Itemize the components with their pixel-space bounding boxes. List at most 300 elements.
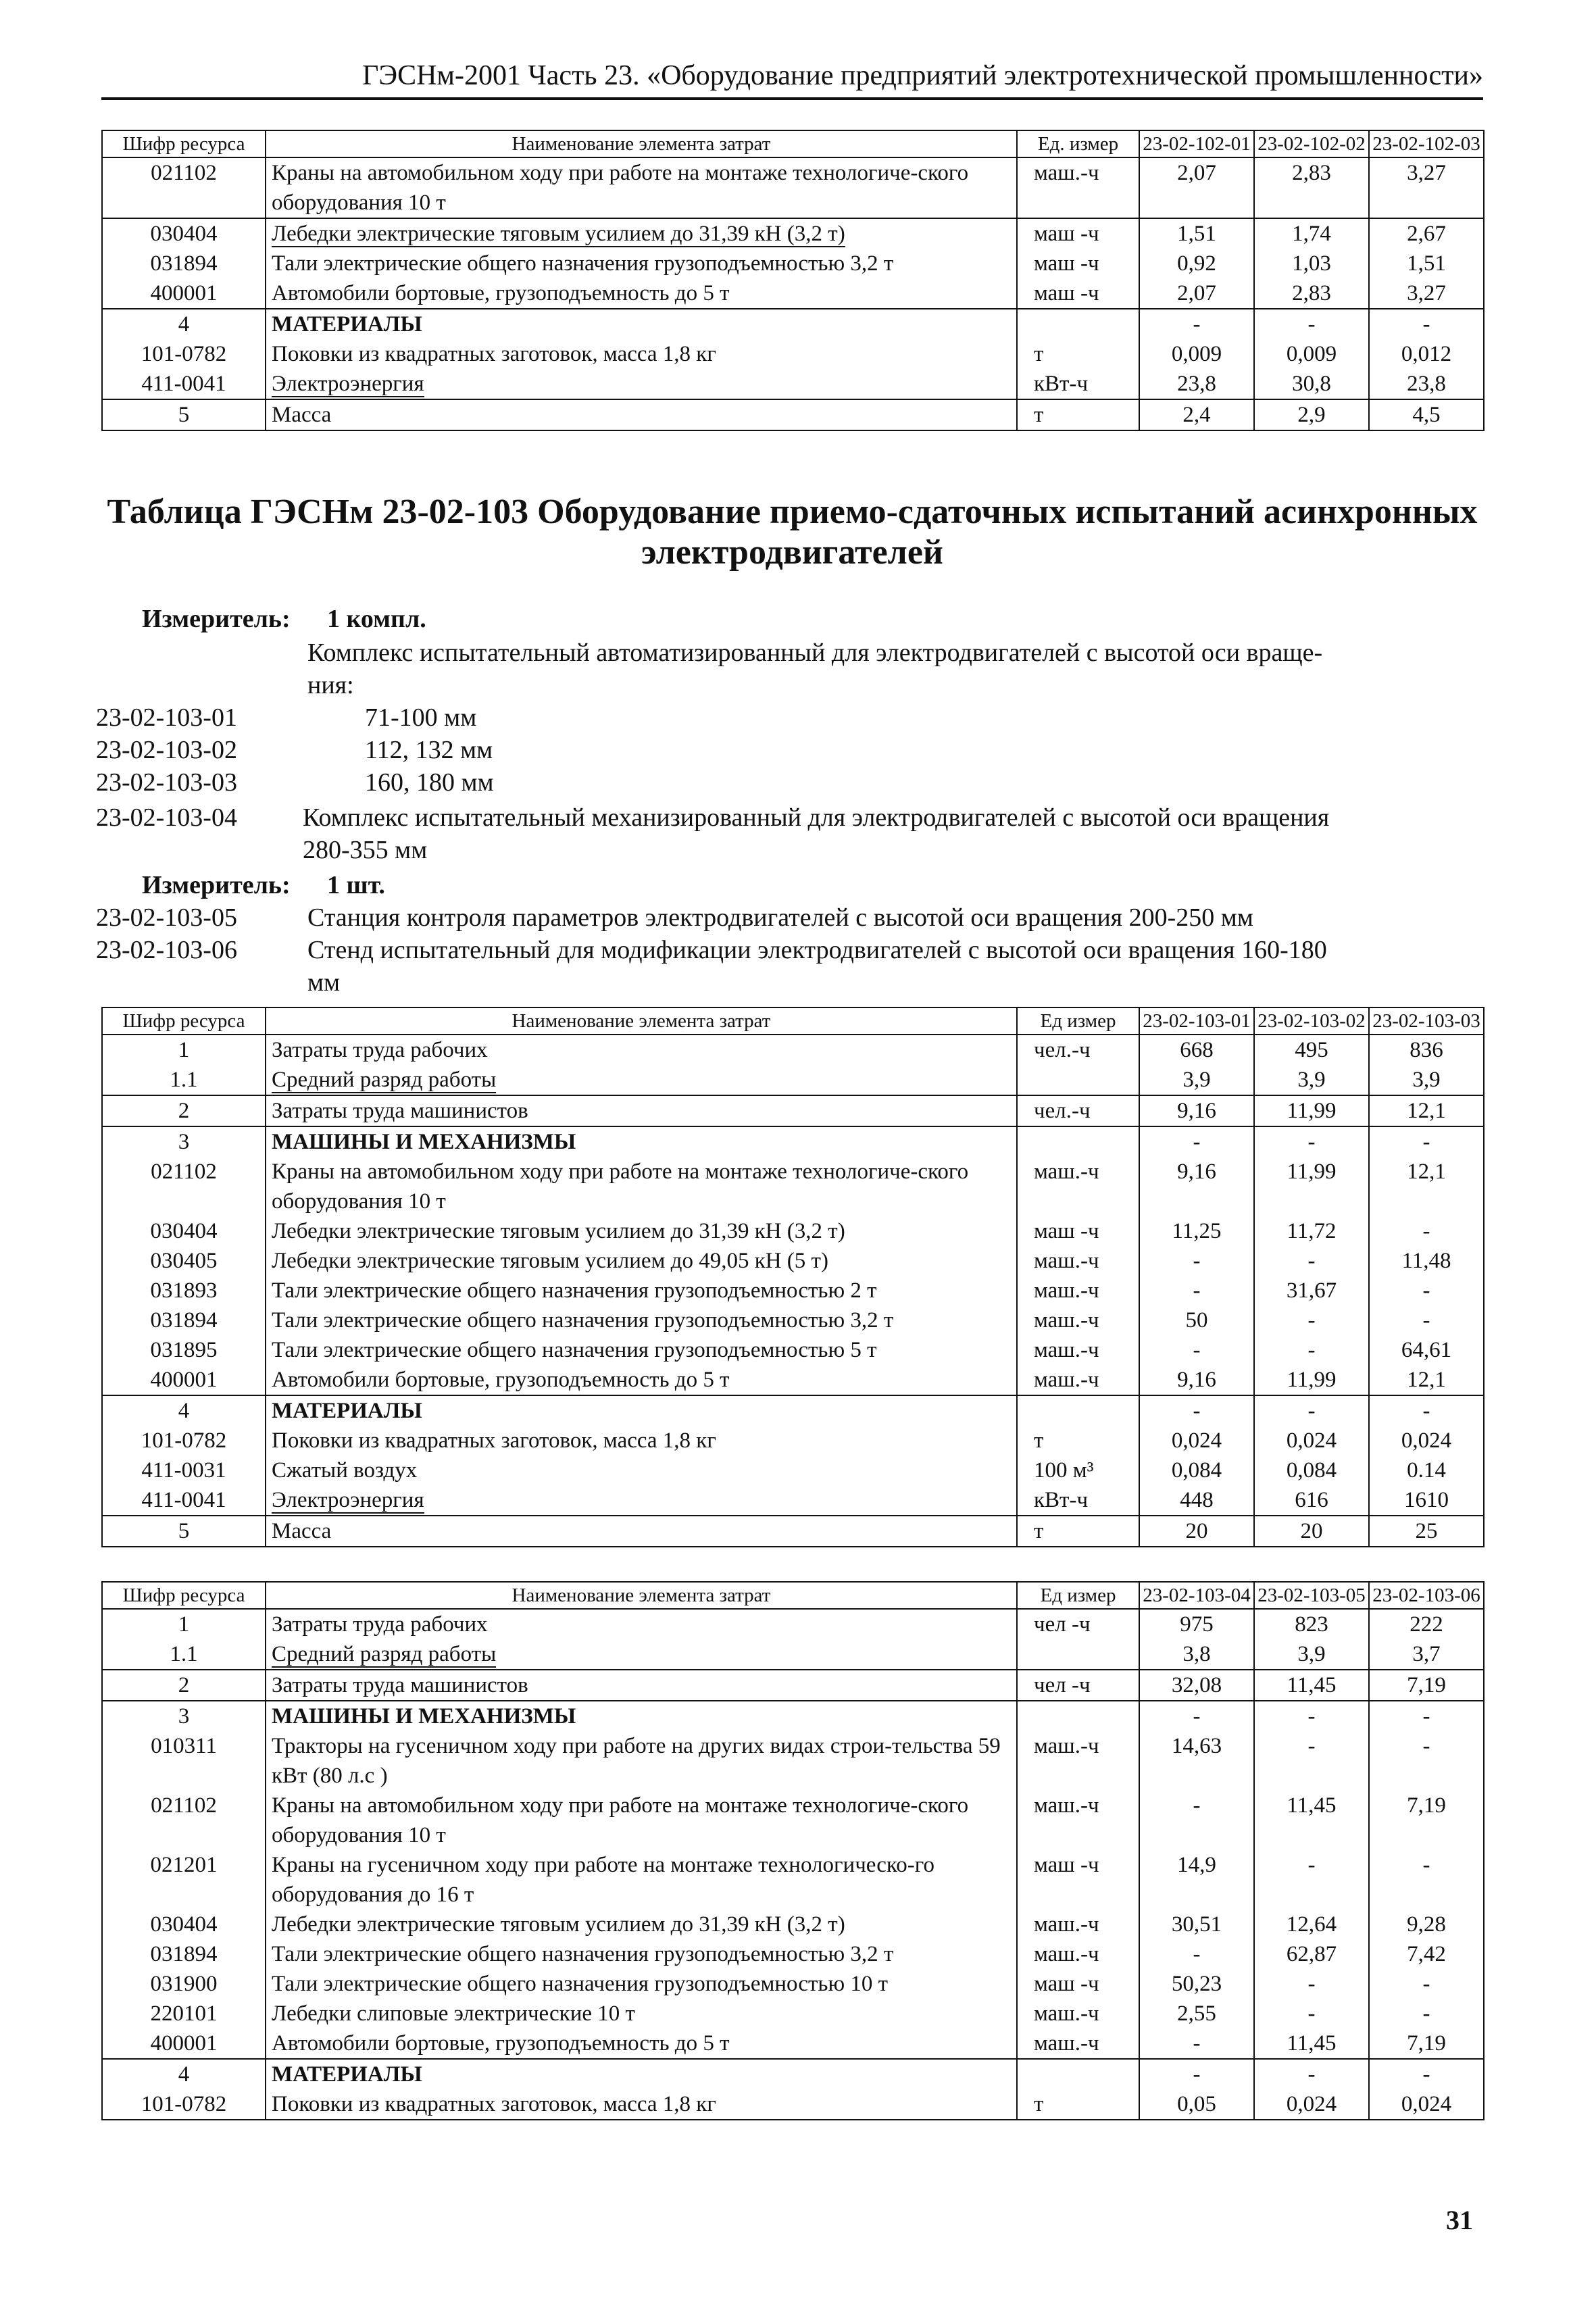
cell-v3: 1610 bbox=[1369, 1485, 1484, 1516]
cell-v3: 7,19 bbox=[1369, 2028, 1484, 2059]
cell-text: Краны на автомобильном ходу при работе на монтаже технологиче-ского оборудования 10 т bbox=[272, 1793, 969, 1847]
cell-name bbox=[266, 2028, 1017, 2059]
item-text: 160, 180 мм bbox=[365, 768, 494, 797]
cell-v2: 20 bbox=[1254, 1516, 1369, 1547]
cell-v1: 9,16 bbox=[1139, 1157, 1254, 1216]
cell-code: 4 bbox=[102, 309, 266, 339]
cell-code: 021201 bbox=[102, 1850, 266, 1910]
cell-unit bbox=[1017, 1395, 1139, 1426]
table-row bbox=[102, 1485, 1484, 1516]
cell-code: 101-0782 bbox=[102, 2089, 266, 2120]
resource-table-103-a bbox=[101, 1007, 1485, 1547]
cell-code: 4 bbox=[102, 2059, 266, 2089]
item-code: 23-02-103-02 bbox=[96, 736, 237, 764]
cell-text: Краны на гусеничном ходу при работе на монтаже технологическо-го оборудования до 16 т bbox=[272, 1853, 934, 1907]
cell-unit: чел -ч bbox=[1017, 1670, 1139, 1701]
cell-unit: маш.-ч bbox=[1017, 1305, 1139, 1335]
cell-text: Электроэнергия bbox=[272, 1488, 424, 1512]
cell-v1: - bbox=[1139, 309, 1254, 339]
cell-text: Автомобили бортовые, грузоподъемность до 5 т bbox=[272, 2031, 730, 2056]
cell-v1: 975 bbox=[1139, 1609, 1254, 1639]
cell-unit bbox=[1017, 2059, 1139, 2089]
column-header: Наименование элемента затрат bbox=[266, 1582, 1017, 1609]
cell-unit: маш.-ч bbox=[1017, 1910, 1139, 1939]
cell-unit bbox=[1017, 1126, 1139, 1157]
cell-v2: - bbox=[1254, 1731, 1369, 1791]
cell-name bbox=[266, 1426, 1017, 1455]
cell-v2: 30,8 bbox=[1254, 369, 1369, 399]
cell-text: МАТЕРИАЛЫ bbox=[272, 1399, 422, 1423]
cell-v1: 0,92 bbox=[1139, 249, 1254, 278]
cell-code: 030404 bbox=[102, 218, 266, 249]
cell-v1: 3,9 bbox=[1139, 1065, 1254, 1095]
cell-v2: 62,87 bbox=[1254, 1939, 1369, 1969]
cell-code: 411-0041 bbox=[102, 369, 266, 399]
cell-v2: - bbox=[1254, 1335, 1369, 1365]
cell-v3: - bbox=[1369, 1969, 1484, 1999]
cell-v1: 11,25 bbox=[1139, 1216, 1254, 1246]
cell-code: 2 bbox=[102, 1095, 266, 1126]
cell-text: Поковки из квадратных заготовок, масса 1,8 кг bbox=[272, 2092, 716, 2116]
table-row bbox=[102, 1516, 1484, 1547]
cell-code: 030404 bbox=[102, 1910, 266, 1939]
cell-text: Автомобили бортовые, грузоподъемность до 5 т bbox=[272, 281, 730, 305]
cell-text: Затраты труда машинистов bbox=[272, 1673, 528, 1697]
cell-name bbox=[266, 1035, 1017, 1065]
cell-name bbox=[266, 1910, 1017, 1939]
cell-v3: 3,7 bbox=[1369, 1639, 1484, 1670]
cell-code: 2 bbox=[102, 1670, 266, 1701]
cell-text: Тали электрические общего назначения грузоподъемностью 3,2 т bbox=[272, 1942, 894, 1966]
cell-v1: 9,16 bbox=[1139, 1365, 1254, 1395]
cell-v1: - bbox=[1139, 1701, 1254, 1731]
cell-unit bbox=[1017, 309, 1139, 339]
cell-name bbox=[266, 1731, 1017, 1791]
cell-code: 411-0031 bbox=[102, 1455, 266, 1485]
cell-v2: - bbox=[1254, 2059, 1369, 2089]
cell-unit: маш.-ч bbox=[1017, 1157, 1139, 1216]
table-row bbox=[102, 1670, 1484, 1701]
cell-v1: - bbox=[1139, 1395, 1254, 1426]
table-row bbox=[102, 369, 1484, 399]
cell-name bbox=[266, 157, 1017, 218]
cell-v1: 14,9 bbox=[1139, 1850, 1254, 1910]
cell-v2: - bbox=[1254, 1126, 1369, 1157]
cell-v1: - bbox=[1139, 1791, 1254, 1850]
cell-v3: - bbox=[1369, 2059, 1484, 2089]
cell-v1: 23,8 bbox=[1139, 369, 1254, 399]
cell-v2: - bbox=[1254, 1246, 1369, 1276]
cell-name bbox=[266, 1670, 1017, 1701]
cell-v3: - bbox=[1369, 1216, 1484, 1246]
cell-v3: 7,42 bbox=[1369, 1939, 1484, 1969]
cell-name bbox=[266, 1157, 1017, 1216]
item-code: 23-02-103-01 bbox=[96, 703, 237, 732]
cell-name bbox=[266, 339, 1017, 369]
table-row bbox=[102, 2089, 1484, 2120]
cell-v3: 1,51 bbox=[1369, 249, 1484, 278]
table-header-row bbox=[102, 130, 1484, 157]
cell-text: Затраты труда рабочих bbox=[272, 1612, 488, 1637]
cell-code: 4 bbox=[102, 1395, 266, 1426]
cell-code: 400001 bbox=[102, 2028, 266, 2059]
cell-text: Сжатый воздух bbox=[272, 1458, 418, 1483]
cell-name bbox=[266, 1485, 1017, 1516]
complex-description-continued: ния: bbox=[307, 671, 354, 699]
cell-unit: т bbox=[1017, 1516, 1139, 1547]
table-row bbox=[102, 399, 1484, 430]
cell-code: 1 bbox=[102, 1035, 266, 1065]
item-code: 23-02-103-04 bbox=[96, 803, 237, 832]
cell-v1: 0,009 bbox=[1139, 339, 1254, 369]
cell-v3: 12,1 bbox=[1369, 1365, 1484, 1395]
table-row bbox=[102, 1126, 1484, 1157]
cell-name bbox=[266, 1999, 1017, 2028]
table-row bbox=[102, 2059, 1484, 2089]
cell-code: 031894 bbox=[102, 1305, 266, 1335]
table-row bbox=[102, 1365, 1484, 1395]
cell-unit: маш -ч bbox=[1017, 1216, 1139, 1246]
cell-code: 3 bbox=[102, 1701, 266, 1731]
cell-v3: 3,27 bbox=[1369, 157, 1484, 218]
column-header: 23-02-103-02 bbox=[1254, 1007, 1369, 1035]
cell-code: 021102 bbox=[102, 157, 266, 218]
column-header: Ед измер bbox=[1017, 1007, 1139, 1035]
cell-v1: 0,084 bbox=[1139, 1455, 1254, 1485]
cell-v2: 495 bbox=[1254, 1035, 1369, 1065]
cell-name bbox=[266, 1276, 1017, 1305]
item-text-continued: мм bbox=[307, 968, 341, 997]
cell-v3: 11,48 bbox=[1369, 1246, 1484, 1276]
table-row bbox=[102, 1065, 1484, 1095]
cell-v3: 222 bbox=[1369, 1609, 1484, 1639]
table-row bbox=[102, 1216, 1484, 1246]
cell-unit: маш.-ч bbox=[1017, 1731, 1139, 1791]
cell-v2: - bbox=[1254, 1305, 1369, 1335]
cell-v3: 64,61 bbox=[1369, 1335, 1484, 1365]
cell-v2: 2,9 bbox=[1254, 399, 1369, 430]
item-text: 112, 132 мм bbox=[365, 736, 493, 764]
cell-v2: - bbox=[1254, 1969, 1369, 1999]
cell-v1: 32,08 bbox=[1139, 1670, 1254, 1701]
cell-v2: 3,9 bbox=[1254, 1065, 1369, 1095]
cell-text: Поковки из квадратных заготовок, масса 1,8 кг bbox=[272, 342, 716, 366]
table-row bbox=[102, 1969, 1484, 1999]
cell-code: 101-0782 bbox=[102, 339, 266, 369]
cell-v3: - bbox=[1369, 1276, 1484, 1305]
meter-value: 1 компл. bbox=[327, 605, 426, 633]
table-row bbox=[102, 157, 1484, 218]
cell-code: 411-0041 bbox=[102, 1485, 266, 1516]
cell-text: Тали электрические общего назначения грузоподъемностью 5 т bbox=[272, 1338, 877, 1362]
cell-v3: 7,19 bbox=[1369, 1791, 1484, 1850]
cell-name bbox=[266, 1609, 1017, 1639]
column-header: Ед измер bbox=[1017, 1582, 1139, 1609]
table-row bbox=[102, 1939, 1484, 1969]
column-header: 23-02-102-02 bbox=[1254, 130, 1369, 157]
cell-v2: 11,99 bbox=[1254, 1365, 1369, 1395]
cell-code: 030405 bbox=[102, 1246, 266, 1276]
cell-v1: 2,07 bbox=[1139, 157, 1254, 218]
table-row bbox=[102, 1095, 1484, 1126]
cell-name bbox=[266, 278, 1017, 309]
cell-unit bbox=[1017, 1701, 1139, 1731]
cell-v3: 0.14 bbox=[1369, 1455, 1484, 1485]
cell-v2: 0,009 bbox=[1254, 339, 1369, 369]
cell-v2: 1,74 bbox=[1254, 218, 1369, 249]
cell-name bbox=[266, 309, 1017, 339]
cell-v2: 12,64 bbox=[1254, 1910, 1369, 1939]
cell-v2: 31,67 bbox=[1254, 1276, 1369, 1305]
cell-name bbox=[266, 1939, 1017, 1969]
table-row bbox=[102, 1157, 1484, 1216]
cell-code: 031900 bbox=[102, 1969, 266, 1999]
cell-v2: 11,72 bbox=[1254, 1216, 1369, 1246]
cell-name bbox=[266, 1639, 1017, 1670]
cell-name bbox=[266, 1850, 1017, 1910]
cell-text: Тали электрические общего назначения грузоподъемностью 10 т bbox=[272, 1972, 889, 1996]
cell-code: 3 bbox=[102, 1126, 266, 1157]
cell-unit: маш.-ч bbox=[1017, 1246, 1139, 1276]
table-title-line: электродвигателей bbox=[641, 533, 943, 572]
table-row bbox=[102, 339, 1484, 369]
cell-text: Электроэнергия bbox=[272, 372, 424, 396]
cell-v3: - bbox=[1369, 1395, 1484, 1426]
table-title-line: Таблица ГЭСНм 23-02-103 Оборудование приемо-сдаточных испытаний асинхронных bbox=[107, 493, 1478, 531]
cell-code: 010311 bbox=[102, 1731, 266, 1791]
cell-v3: 0,024 bbox=[1369, 2089, 1484, 2120]
table-row bbox=[102, 1791, 1484, 1850]
cell-v1: 2,55 bbox=[1139, 1999, 1254, 2028]
cell-name bbox=[266, 249, 1017, 278]
cell-text: МАТЕРИАЛЫ bbox=[272, 312, 422, 337]
cell-code: 1.1 bbox=[102, 1639, 266, 1670]
item-text-continued: 280-355 мм bbox=[303, 836, 428, 864]
cell-unit: маш.-ч bbox=[1017, 1335, 1139, 1365]
resource-table-103-b bbox=[101, 1581, 1485, 2120]
cell-name bbox=[266, 1305, 1017, 1335]
running-title: ГЭСНм-2001 Часть 23. «Оборудование предприятий электротехнической промышленности» bbox=[362, 60, 1483, 91]
cell-v2: - bbox=[1254, 1395, 1369, 1426]
cell-name bbox=[266, 1365, 1017, 1395]
table-row bbox=[102, 1276, 1484, 1305]
column-header: Шифр ресурса bbox=[102, 1007, 266, 1035]
cell-v1: 668 bbox=[1139, 1035, 1254, 1065]
column-header: Наименование элемента затрат bbox=[266, 1007, 1017, 1035]
cell-name bbox=[266, 1335, 1017, 1365]
cell-unit: т bbox=[1017, 1426, 1139, 1455]
cell-unit: маш.-ч bbox=[1017, 1365, 1139, 1395]
cell-v3: 7,19 bbox=[1369, 1670, 1484, 1701]
cell-unit: т bbox=[1017, 339, 1139, 369]
cell-code: 1 bbox=[102, 1609, 266, 1639]
cell-unit: чел -ч bbox=[1017, 1609, 1139, 1639]
cell-text: Тали электрические общего назначения грузоподъемностью 2 т bbox=[272, 1278, 877, 1303]
table-row bbox=[102, 1609, 1484, 1639]
cell-code: 030404 bbox=[102, 1216, 266, 1246]
cell-unit: т bbox=[1017, 399, 1139, 430]
table-row bbox=[102, 1335, 1484, 1365]
cell-v3: 3,9 bbox=[1369, 1065, 1484, 1095]
cell-v3: - bbox=[1369, 1850, 1484, 1910]
item-code: 23-02-103-05 bbox=[96, 903, 237, 932]
cell-text: МАТЕРИАЛЫ bbox=[272, 2062, 422, 2087]
table-row bbox=[102, 249, 1484, 278]
cell-code: 031894 bbox=[102, 249, 266, 278]
cell-text: Автомобили бортовые, грузоподъемность до 5 т bbox=[272, 1368, 730, 1392]
page-number: 31 bbox=[1446, 2205, 1473, 2235]
cell-v1: - bbox=[1139, 1335, 1254, 1365]
cell-unit: маш -ч bbox=[1017, 249, 1139, 278]
complex-description: Комплекс испытательный автоматизированный для электродвигателей с высотой оси враще- bbox=[307, 639, 1323, 667]
cell-code: 5 bbox=[102, 399, 266, 430]
cell-v2: - bbox=[1254, 309, 1369, 339]
cell-v3: 25 bbox=[1369, 1516, 1484, 1547]
cell-v1: 448 bbox=[1139, 1485, 1254, 1516]
cell-v3: - bbox=[1369, 1999, 1484, 2028]
cell-text: Лебедки электрические тяговым усилием до 31,39 кН (3,2 т) bbox=[272, 222, 845, 246]
cell-v1: - bbox=[1139, 1246, 1254, 1276]
cell-v1: 2,07 bbox=[1139, 278, 1254, 309]
cell-code: 021102 bbox=[102, 1157, 266, 1216]
cell-text: Лебедки электрические тяговым усилием до 31,39 кН (3,2 т) bbox=[272, 1912, 845, 1937]
cell-v2: 11,99 bbox=[1254, 1095, 1369, 1126]
column-header: Шифр ресурса bbox=[102, 130, 266, 157]
cell-v1: 9,16 bbox=[1139, 1095, 1254, 1126]
cell-v2: - bbox=[1254, 1999, 1369, 2028]
resource-table-102 bbox=[101, 130, 1485, 431]
table-row bbox=[102, 2028, 1484, 2059]
cell-text: Тали электрические общего назначения грузоподъемностью 3,2 т bbox=[272, 1308, 894, 1333]
meter-label: Измеритель: bbox=[142, 871, 291, 899]
column-header: 23-02-103-06 bbox=[1369, 1582, 1484, 1609]
table-row bbox=[102, 1639, 1484, 1670]
column-header: Шифр ресурса bbox=[102, 1582, 266, 1609]
table-row bbox=[102, 278, 1484, 309]
cell-v3: 3,27 bbox=[1369, 278, 1484, 309]
table-row bbox=[102, 1246, 1484, 1276]
cell-v2: 11,45 bbox=[1254, 1670, 1369, 1701]
cell-v2: 0,024 bbox=[1254, 1426, 1369, 1455]
cell-v3: - bbox=[1369, 1126, 1484, 1157]
cell-v3: 23,8 bbox=[1369, 369, 1484, 399]
cell-name bbox=[266, 1791, 1017, 1850]
cell-v1: 20 bbox=[1139, 1516, 1254, 1547]
cell-unit: кВт-ч bbox=[1017, 1485, 1139, 1516]
column-header: 23-02-103-03 bbox=[1369, 1007, 1484, 1035]
item-text: Станция контроля параметров электродвигателей с высотой оси вращения 200-250 мм bbox=[307, 903, 1253, 932]
cell-name bbox=[266, 369, 1017, 399]
cell-name bbox=[266, 218, 1017, 249]
column-header: Наименование элемента затрат bbox=[266, 130, 1017, 157]
cell-v3: 836 bbox=[1369, 1035, 1484, 1065]
cell-unit: кВт-ч bbox=[1017, 369, 1139, 399]
cell-text: Масса bbox=[272, 403, 332, 427]
cell-name bbox=[266, 1216, 1017, 1246]
column-header: 23-02-103-04 bbox=[1139, 1582, 1254, 1609]
cell-code: 101-0782 bbox=[102, 1426, 266, 1455]
cell-text: Затраты труда рабочих bbox=[272, 1038, 488, 1062]
cell-text: МАШИНЫ И МЕХАНИЗМЫ bbox=[272, 1130, 576, 1154]
table-row bbox=[102, 1305, 1484, 1335]
table-row bbox=[102, 218, 1484, 249]
cell-v2: - bbox=[1254, 1701, 1369, 1731]
cell-v1: 50,23 bbox=[1139, 1969, 1254, 1999]
cell-v3: 2,67 bbox=[1369, 218, 1484, 249]
cell-name bbox=[266, 1095, 1017, 1126]
cell-v2: 0,024 bbox=[1254, 2089, 1369, 2120]
column-header: Ед. измер bbox=[1017, 130, 1139, 157]
table-row bbox=[102, 1426, 1484, 1455]
item-text: Стенд испытательный для модификации электродвигателей с высотой оси вращения 160-180 bbox=[307, 936, 1327, 964]
item-code: 23-02-103-03 bbox=[96, 768, 237, 797]
cell-text: Поковки из квадратных заготовок, масса 1,8 кг bbox=[272, 1428, 716, 1453]
cell-unit: т bbox=[1017, 2089, 1139, 2120]
cell-unit: маш.-ч bbox=[1017, 2028, 1139, 2059]
cell-v2: 1,03 bbox=[1254, 249, 1369, 278]
cell-code: 400001 bbox=[102, 1365, 266, 1395]
cell-v3: 9,28 bbox=[1369, 1910, 1484, 1939]
cell-code: 400001 bbox=[102, 278, 266, 309]
cell-unit: маш -ч bbox=[1017, 1969, 1139, 1999]
cell-name bbox=[266, 2059, 1017, 2089]
cell-unit: 100 м³ bbox=[1017, 1455, 1139, 1485]
cell-unit: маш.-ч bbox=[1017, 1999, 1139, 2028]
cell-name bbox=[266, 1126, 1017, 1157]
cell-name bbox=[266, 2089, 1017, 2120]
cell-code: 5 bbox=[102, 1516, 266, 1547]
cell-v2: 2,83 bbox=[1254, 278, 1369, 309]
cell-v3: - bbox=[1369, 1731, 1484, 1791]
cell-text: Лебедки электрические тяговым усилием до 31,39 кН (3,2 т) bbox=[272, 1219, 845, 1243]
cell-code: 021102 bbox=[102, 1791, 266, 1850]
column-header: 23-02-102-03 bbox=[1369, 130, 1484, 157]
cell-name bbox=[266, 1969, 1017, 1999]
cell-name bbox=[266, 1701, 1017, 1731]
cell-unit: чел.-ч bbox=[1017, 1095, 1139, 1126]
cell-v3: - bbox=[1369, 309, 1484, 339]
cell-v2: 11,45 bbox=[1254, 2028, 1369, 2059]
column-header: 23-02-103-01 bbox=[1139, 1007, 1254, 1035]
cell-v1: 50 bbox=[1139, 1305, 1254, 1335]
cell-v1: - bbox=[1139, 1939, 1254, 1969]
cell-v1: 1,51 bbox=[1139, 218, 1254, 249]
column-header: 23-02-102-01 bbox=[1139, 130, 1254, 157]
cell-v3: 0,024 bbox=[1369, 1426, 1484, 1455]
cell-unit: маш.-ч bbox=[1017, 1791, 1139, 1850]
cell-text: Лебедки электрические тяговым усилием до 49,05 кН (5 т) bbox=[272, 1249, 828, 1273]
cell-unit: чел.-ч bbox=[1017, 1035, 1139, 1065]
cell-name bbox=[266, 1395, 1017, 1426]
cell-v2: 3,9 bbox=[1254, 1639, 1369, 1670]
table-row bbox=[102, 1910, 1484, 1939]
cell-code: 031895 bbox=[102, 1335, 266, 1365]
cell-text: Краны на автомобильном ходу при работе на монтаже технологиче-ского оборудования 10 т bbox=[272, 1160, 969, 1214]
cell-text: Тракторы на гусеничном ходу при работе на других видах строи-тельства 59 кВт (80 л.с ) bbox=[272, 1734, 1001, 1788]
cell-v3: - bbox=[1369, 1701, 1484, 1731]
cell-v1: 2,4 bbox=[1139, 399, 1254, 430]
table-row bbox=[102, 1035, 1484, 1065]
item-code: 23-02-103-06 bbox=[96, 936, 237, 964]
cell-v2: 823 bbox=[1254, 1609, 1369, 1639]
table-row bbox=[102, 1850, 1484, 1910]
cell-v3: 4,5 bbox=[1369, 399, 1484, 430]
cell-v1: 30,51 bbox=[1139, 1910, 1254, 1939]
header-divider bbox=[101, 97, 1483, 100]
cell-name bbox=[266, 1246, 1017, 1276]
cell-v1: - bbox=[1139, 1126, 1254, 1157]
cell-unit: маш.-ч bbox=[1017, 1939, 1139, 1969]
